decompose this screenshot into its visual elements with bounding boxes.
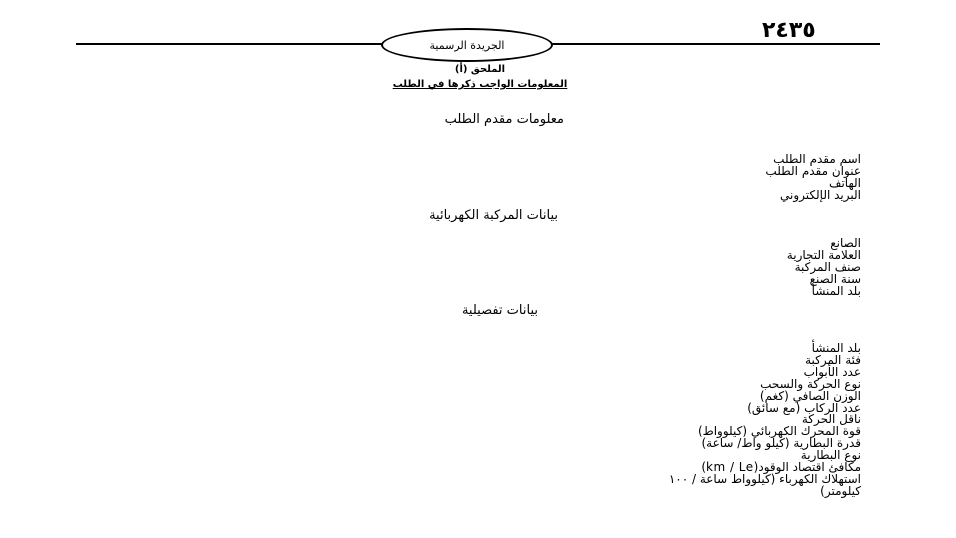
annex-subtitle: [330, 79, 630, 90]
annex-title: الملحق (أ): [454, 64, 506, 75]
field-battery-type: نوع البطارية: [800, 448, 861, 463]
section-heading-applicant: معلومات مقدم الطلب: [444, 112, 564, 127]
detail-fields: [669, 343, 861, 498]
field-year: سنة الصنع: [809, 272, 861, 286]
field-transmission: ناقل الحركة: [801, 412, 861, 427]
field-applicant-name: اسم مقدم الطلب: [773, 152, 861, 166]
field-consumption: استهلاك الكهرباء (كيلوواط ساعة / ١٠٠: [668, 471, 861, 486]
field-consumption-cont: كيلومتر): [820, 483, 861, 498]
masthead-oval: [381, 28, 553, 62]
field-drive-type: نوع الحركة والسحب: [760, 376, 861, 391]
field-applicant-address: عنوان مقدم الطلب: [765, 164, 861, 178]
field-battery-capacity: قدرة البطارية (كيلو واط/ ساعة): [701, 436, 861, 451]
field-motor-power: قوة المحرك الكهربائي (كيلوواط): [697, 424, 861, 439]
page-number: ٢٤٣٥: [762, 18, 816, 43]
field-detail-origin: بلد المنشأ: [811, 341, 861, 355]
field-brand: العلامة التجارية: [786, 248, 861, 262]
masthead-title: الجريدة الرسمية: [429, 38, 505, 52]
field-vehicle-category: فئة المركبة: [805, 352, 861, 367]
annex-subtitle-text: المعلومات الواجب ذكرها في الطلب: [392, 79, 568, 90]
applicant-fields: [765, 153, 861, 201]
field-passengers: عدد الركاب (مع سائق): [747, 400, 861, 415]
field-phone: الهاتف: [829, 176, 861, 190]
field-net-weight: الوزن الصافي (كغم): [759, 388, 861, 403]
field-fuel-economy: مكافئ اقتصاد الوقود(km / Le): [701, 460, 861, 475]
section-heading-details: بيانات تفصيلية: [461, 303, 538, 318]
field-model: صنف المركبة: [794, 260, 861, 274]
field-email: البريد الإلكتروني: [780, 188, 861, 202]
field-manufacturer: الصانع: [830, 236, 861, 250]
section-heading-vehicle: بيانات المركبة الكهربائية: [429, 208, 558, 223]
field-doors: عدد الأبواب: [803, 364, 861, 379]
vehicle-fields: [787, 237, 861, 297]
field-origin: بلد المنشأ: [811, 284, 861, 298]
